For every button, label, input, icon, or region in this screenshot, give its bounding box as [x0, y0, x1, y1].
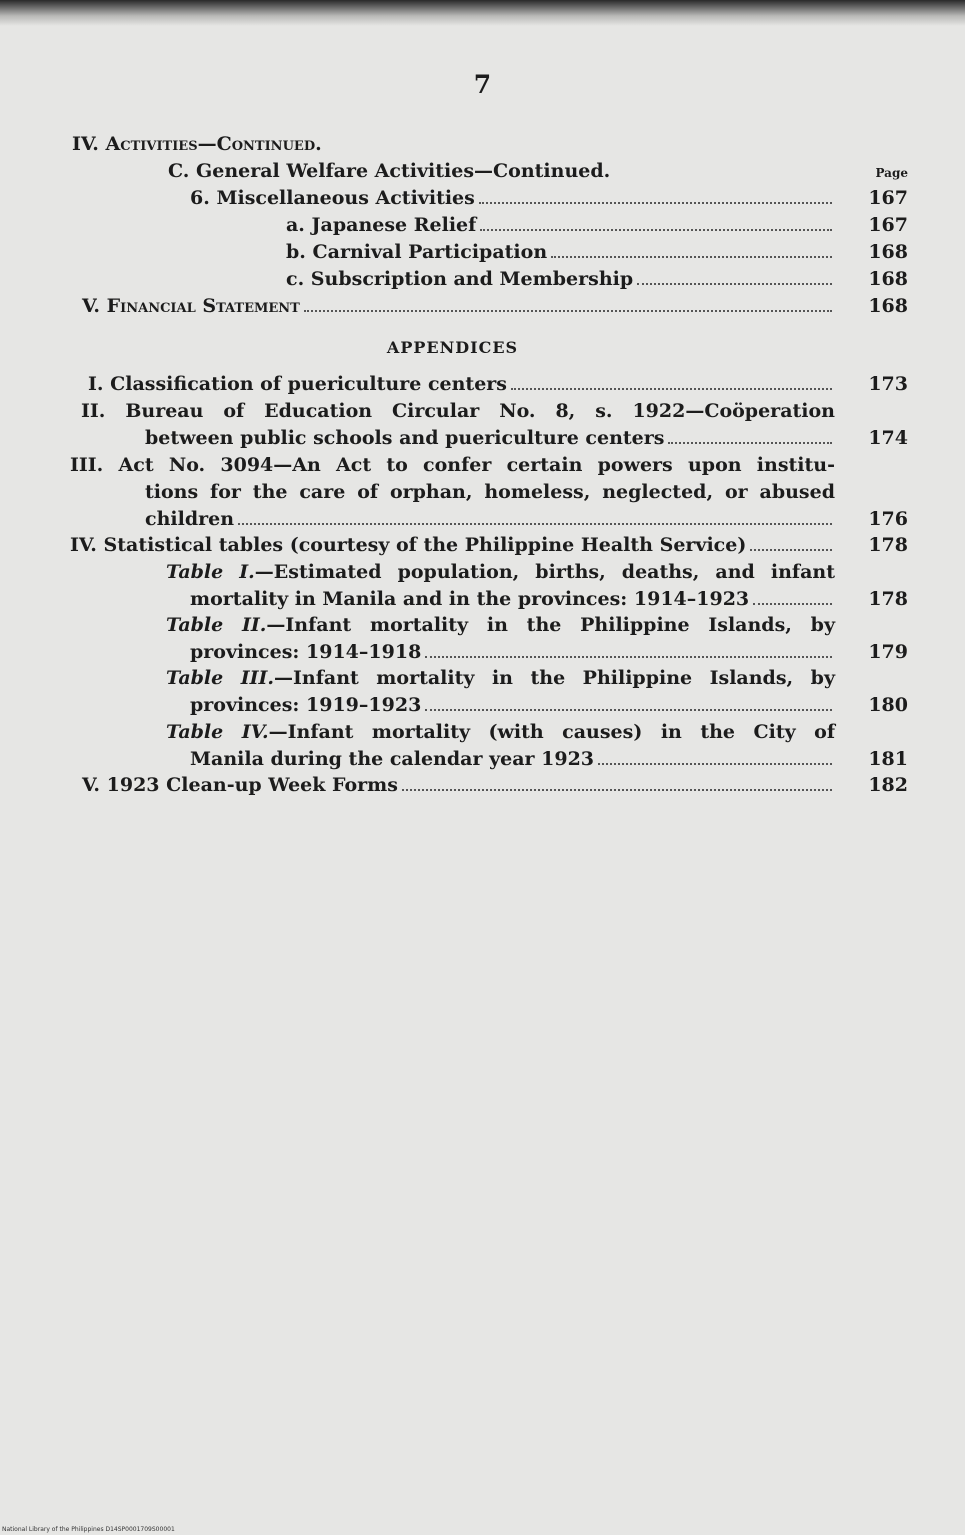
table-title: —Infant mortality in the Philippine Islands, by — [266, 614, 835, 636]
dot-leader — [668, 442, 832, 444]
toc-entry-financial-statement — [82, 293, 836, 319]
appendix-text: children — [145, 508, 235, 530]
table-page: 179 — [868, 641, 908, 663]
table-text: Manila during the calendar year 1923 — [190, 748, 595, 770]
toc-entry — [286, 239, 836, 265]
appendix-text: V. 1923 Clean-up Week Forms — [82, 774, 398, 796]
toc-entry-page: 167 — [868, 187, 908, 209]
table-entry-line — [166, 665, 835, 691]
toc-entry-page: 168 — [868, 268, 908, 290]
appendix-page: 174 — [868, 427, 908, 449]
toc-entry-text: a. Japanese Relief — [286, 214, 477, 236]
appendix-entry — [88, 371, 836, 397]
table-title: —Infant mortality in the Philippine Islands, by — [274, 667, 835, 689]
dot-leader — [551, 256, 832, 258]
table-text: provinces: 1914–1918 — [190, 641, 422, 663]
dot-leader — [511, 388, 832, 390]
table-page: 178 — [868, 588, 908, 610]
table-entry — [190, 586, 836, 612]
dot-leader — [480, 229, 832, 231]
appendix-text: IV. Statistical tables (courtesy of the Philippine Health Service) — [70, 534, 747, 556]
appendix-page: 176 — [868, 508, 908, 530]
appendix-entry — [70, 532, 836, 558]
appendix-text: between public schools and puericulture centers — [145, 427, 665, 449]
table-text: provinces: 1919–1923 — [190, 694, 422, 716]
dot-leader — [479, 202, 832, 204]
table-label: Table I. — [166, 561, 255, 583]
toc-entry — [190, 185, 836, 211]
appendix-page: 173 — [868, 373, 908, 395]
page-number: 7 — [473, 70, 492, 99]
toc-entry-text: V. Financial Statement — [82, 295, 300, 317]
appendix-line: III. Act No. 3094—An Act to confer certain powers upon institu- — [70, 454, 835, 476]
toc-entry-page: 168 — [868, 295, 908, 317]
table-entry — [190, 639, 836, 665]
toc-entry-text: c. Subscription and Membership — [286, 268, 634, 290]
table-title: —Infant mortality (with causes) in the City of — [268, 721, 835, 743]
appendix-page: 182 — [868, 774, 908, 796]
appendix-line: II. Bureau of Education Circular No. 8, s. 1922—Coöperation — [81, 400, 835, 422]
page-top-shadow — [0, 0, 965, 26]
table-label: Table III. — [166, 667, 275, 689]
appendix-entry — [82, 772, 836, 798]
toc-entry-page: 167 — [868, 214, 908, 236]
table-title: —Estimated population, births, deaths, and infant — [254, 561, 835, 583]
toc-entry — [286, 266, 836, 292]
dot-leader — [425, 709, 832, 711]
table-label: Table IV. — [166, 721, 269, 743]
appendix-entry — [145, 506, 836, 532]
dot-leader — [637, 283, 832, 285]
toc-entry-page: 168 — [868, 241, 908, 263]
appendix-line: tions for the care of orphan, homeless, neglected, or abused — [145, 481, 835, 503]
toc-entry-text: 6. Miscellaneous Activities — [190, 187, 475, 209]
dot-leader — [598, 763, 832, 765]
appendix-page: 178 — [868, 534, 908, 556]
table-entry-line — [166, 719, 835, 745]
table-page: 181 — [868, 748, 908, 770]
page-column-label: Page — [875, 166, 908, 180]
dot-leader — [402, 789, 832, 791]
toc-entry — [286, 212, 836, 238]
table-entry-line — [166, 559, 835, 585]
appendix-entry — [145, 425, 836, 451]
library-footer: National Library of the Philippines D14SP0001709S00001 — [2, 1526, 175, 1533]
table-label: Table II. — [166, 614, 267, 636]
section-iv-heading: IV. Activities—Continued. — [72, 133, 322, 155]
appendices-heading: APPENDICES — [386, 338, 519, 357]
dot-leader — [238, 523, 832, 525]
section-c-heading: C. General Welfare Activities—Continued. — [168, 160, 611, 182]
dot-leader — [750, 549, 832, 551]
appendix-text: I. Classification of puericulture centers — [88, 373, 507, 395]
dot-leader — [753, 603, 832, 605]
dot-leader — [304, 310, 832, 312]
table-entry — [190, 746, 836, 772]
table-text: mortality in Manila and in the provinces: 1914–1923 — [190, 588, 750, 610]
toc-entry-text: b. Carnival Participation — [286, 241, 548, 263]
table-entry-line — [166, 612, 835, 638]
dot-leader — [425, 656, 832, 658]
table-page: 180 — [868, 694, 908, 716]
table-entry — [190, 692, 836, 718]
